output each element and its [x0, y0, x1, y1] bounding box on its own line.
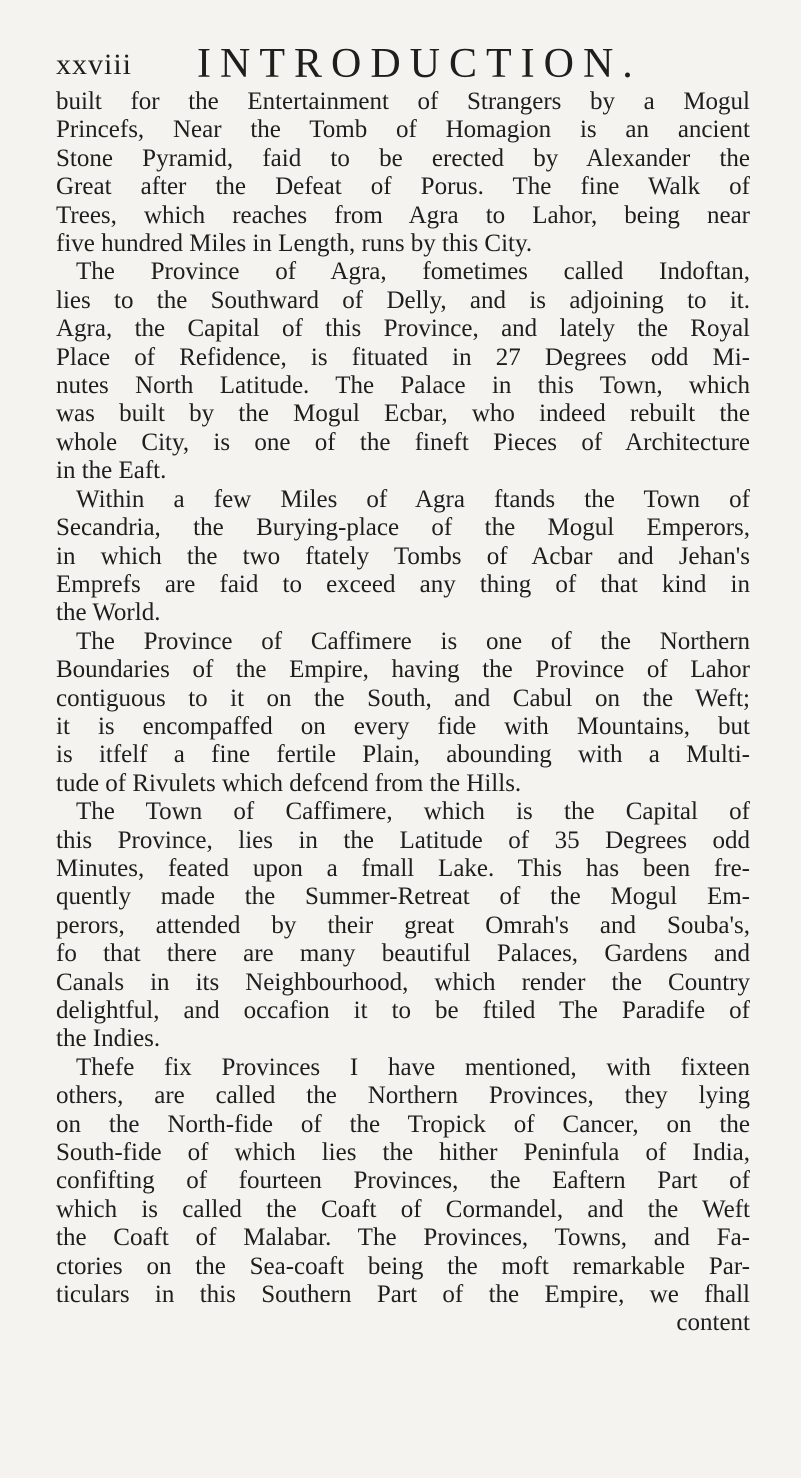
running-title: INTRODUCTION. [197, 41, 642, 87]
text-line: The Province of Agra, fometimes called Indoftan, [76, 258, 750, 286]
text-line: South-fide of which lies the hither Peninfula of India, [56, 1139, 750, 1167]
text-line: confifting of fourteen Provinces, the Eaftern Part of [56, 1167, 750, 1195]
text-line: Place of Refidence, is fituated in 27 Degrees odd Mi- [56, 343, 750, 371]
text-line: Trees, which reaches from Agra to Lahor, being near [56, 201, 750, 229]
catchword: content [676, 1309, 750, 1337]
text-line: Agra, the Capital of this Province, and lately the Royal [56, 315, 750, 343]
text-line: Boundaries of the Empire, having the Province of Lahor [56, 656, 750, 684]
text-line: The Province of Caffimere is one of the Northern [76, 627, 750, 655]
text-line: contiguous to it on the South, and Cabul on the Weft; [56, 684, 750, 712]
text-line: built for the Entertainment of Strangers by a Mogul [56, 88, 750, 115]
text-line: Emprefs are faid to exceed any thing of that kind in [56, 570, 750, 598]
text-line: which is called the Coaft of Cormandel, and the Weft [56, 1195, 750, 1223]
text-line: Thefe fix Provinces I have mentioned, with fixteen [76, 1053, 750, 1081]
page-number: xxviii [56, 48, 133, 81]
text-line: was built by the Mogul Ecbar, who indeed rebuilt the [56, 400, 750, 428]
text-line: this Province, lies in the Latitude of 35 Degrees odd [56, 826, 750, 854]
text-line: Secandria, the Burying-place of the Mogul Emperors, [56, 514, 750, 542]
text-line: is itfelf a fine fertile Plain, abounding with a Multi- [56, 741, 750, 769]
text-line: delightful, and occafion it to be ftiled The Paradife of [56, 997, 750, 1024]
text-line: whole City, is one of the fineft Pieces of Architecture [56, 428, 750, 456]
text-line: nutes North Latitude. The Palace in this Town, which [56, 372, 750, 400]
text-line: lies to the Southward of Delly, and is adjoining to it. [56, 286, 750, 314]
text-line: others, are called the Northern Provinces, they lying [56, 1082, 750, 1110]
text-line: on the North-fide of the Tropick of Cancer, on the [56, 1110, 750, 1138]
text-line: Stone Pyramid, faid to be erected by Alexander the [56, 144, 750, 172]
text-line: Princefs, Near the Tomb of Homagion is an ancient [56, 116, 750, 144]
text-line: Great after the Defeat of Porus. The fine Walk of [56, 173, 750, 201]
text-line: in which the two ftately Tombs of Acbar and Jehan's [56, 542, 750, 570]
text-line: Canals in its Neighbourhood, which render the Country [56, 968, 750, 996]
text-line: Minutes, feated upon a fmall Lake. This has been fre- [56, 854, 750, 882]
text-line: tude of Rivulets which defcend from the Hills. [56, 769, 522, 797]
text-line: fo that there are many beautiful Palaces, Gardens and [56, 940, 750, 968]
text-line: five hundred Miles in Length, runs by this City. [56, 230, 533, 258]
text-line: Within a few Miles of Agra ftands the Town of [76, 485, 750, 513]
text-line: quently made the Summer-Retreat of the Mogul Em- [56, 883, 750, 911]
text-line: it is encompaffed on every fide with Mountains, but [56, 712, 750, 740]
text-line: The Town of Caffimere, which is the Capital of [76, 798, 750, 826]
text-line: the World. [56, 599, 161, 627]
text-line: in the Eaft. [56, 457, 167, 485]
text-line: ticulars in this Southern Part of the Empire, we fhall [56, 1281, 750, 1309]
body-text [56, 88, 750, 1338]
text-line: the Coaft of Malabar. The Provinces, Towns, and Fa- [56, 1224, 750, 1252]
text-line: the Indies. [56, 1025, 161, 1053]
text-line: ctories on the Sea-coaft being the moft remarkable Par- [56, 1252, 750, 1280]
text-line: perors, attended by their great Omrah's and Souba's, [56, 911, 750, 939]
